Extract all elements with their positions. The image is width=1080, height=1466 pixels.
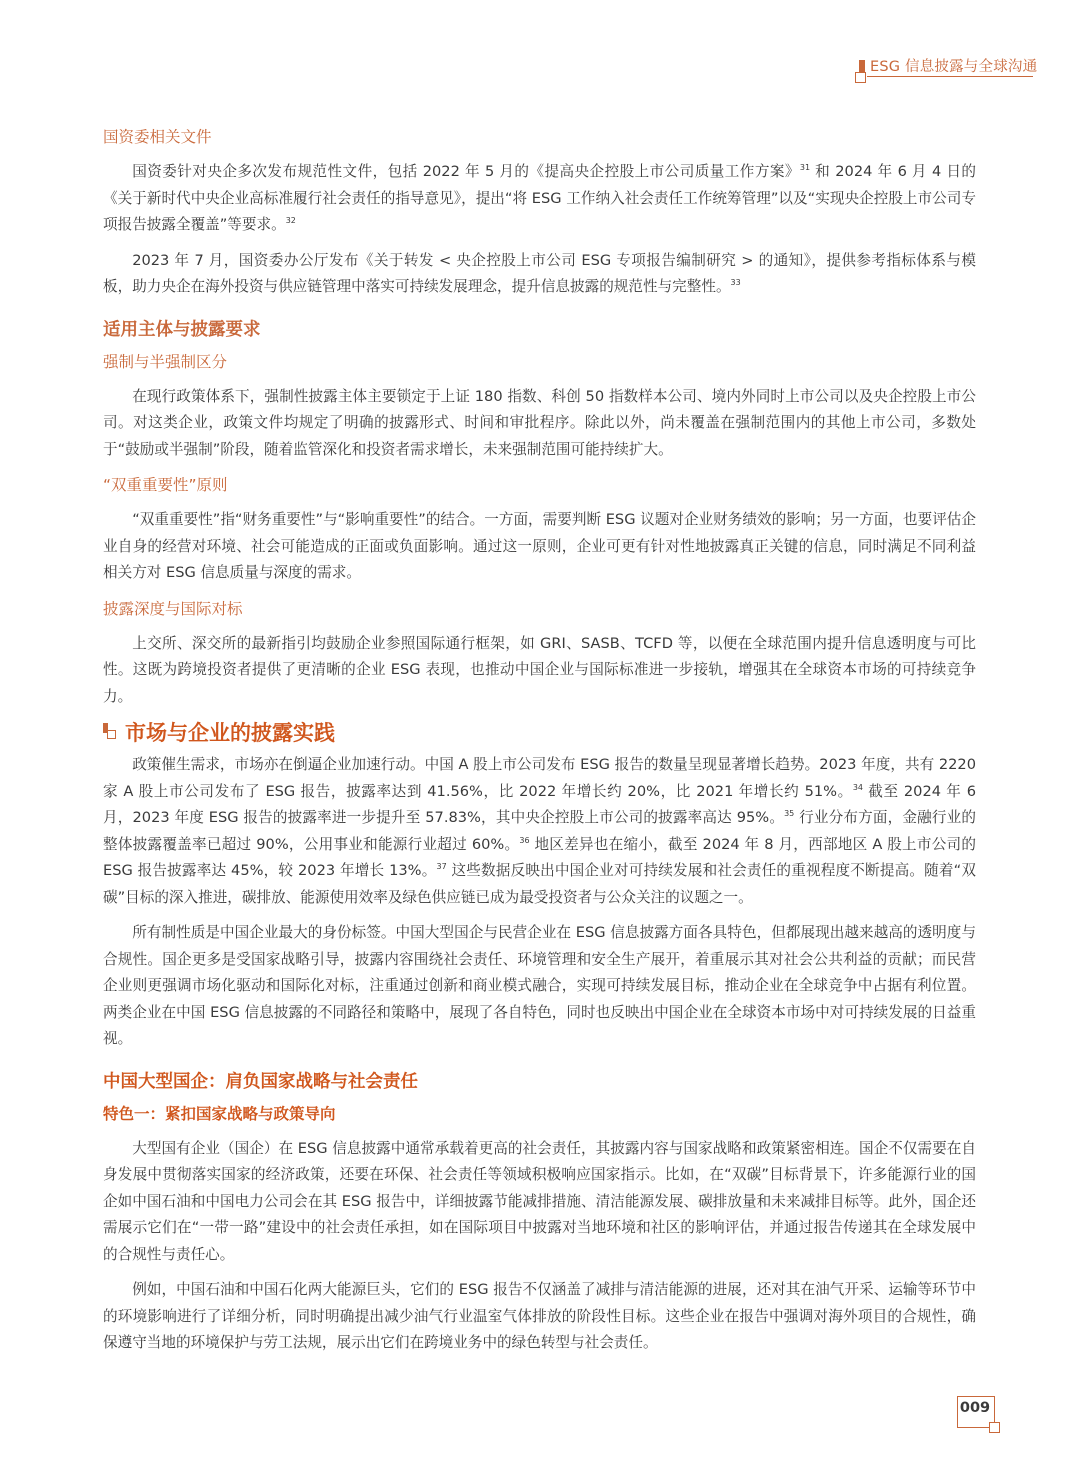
page-number-square-icon bbox=[989, 1422, 1000, 1433]
page-number-text: 009 bbox=[959, 1400, 991, 1416]
market-p1-text-a: 政策催生需求，市场亦在倒逼企业加速行动。中国 A 股上市公司发布 ESG 报告的数量呈现显著增长趋势。2023 年度，共有 2220 家 A 股上市公司发布了 ESG 报告，披露率达到 41.56%，比 2022 年增长约 20%，比 2021 年增长约 51%。 bbox=[103, 756, 976, 800]
market-p1-text-d: 地区差异也在缩小，截至 2024 年 8 月，西部地区 A 股上市公司的 ESG 报告披露率达 45%，较 2023 年增长 13%。 bbox=[103, 835, 976, 879]
page-number bbox=[957, 1396, 997, 1430]
market-heading bbox=[103, 716, 976, 750]
sasac-p1-text: 国资委针对央企多次发布规范性文件，包括 2022 年 5 月的《提高央企控股上市公司质量工作方案》 bbox=[132, 163, 800, 180]
footnote-ref: 36 bbox=[519, 835, 530, 845]
sasac-p1-text-b: 和 2024 年 6 月 4 日的《关于新时代中央企业高标准履行社会责任的指导意见》，提出“将 ESG 工作纳入社会责任工作统筹管理”以及“实现央企控股上市公司专项报告披露全覆盖”等要求。 bbox=[103, 163, 977, 233]
sasac-heading: 国资委相关文件 bbox=[103, 128, 212, 146]
materiality-paragraph: “双重重要性”指“财务重要性”与“影响重要性”的结合。一方面，需要判断 ESG 议题对企业财务绩效的影响；另一方面，也要评估企业自身的经营对环境、社会可能造成的正面或负面影响。通过这一原则，企业可更有针对性地披露真正关键的信息，同时满足不同利益相关方对 ESG 信息质量与深度的需求。 bbox=[103, 511, 976, 581]
header-marker-square-icon bbox=[855, 72, 866, 83]
mandatory-paragraph: 在现行政策体系下，强制性披露主体主要锁定于上证 180 指数、科创 50 指数样本公司、境内外同时上市公司以及央企控股上市公司。对这类企业，政策文件均规定了明确的披露形式、时间和审批程序。除此以外，尚未覆盖在强制范围内的其他上市公司，多数处于“鼓励或半强制”阶段，随着监管深化和投资者需求增长，未来强制范围可能持续扩大。 bbox=[103, 387, 976, 458]
market-paragraph-2: 所有制性质是中国企业最大的身份标签。中国大型国企与民营企业在 ESG 信息披露方面各具特色，但都展现出越来越高的透明度与合规性。国企更多是受国家战略引导，披露内容围绕社会责任、环境管理和安全生产展开，着重展示其对社会公共利益的贡献；而民营企业则更强调市场化驱动和国际化对标，注重通过创新和商业模式融合，实现可持续发展目标，推动企业在全球竞争中占据有利位置。两类企业在中国 ESG 信息披露的不同路径和策略中，展现了各自特色，同时也反映出中国企业在全球资本市场中对可持续发展的日益重视。 bbox=[103, 924, 976, 1047]
soe-paragraph-2: 例如，中国石油和中国石化两大能源巨头，它们的 ESG 报告不仅涵盖了减排与清洁能源的进展，还对其在油气开采、运输等环节中的环境影响进行了详细分析，同时明确提出减少油气行业温室气体排放的阶段性目标。这些企业在报告中强调对海外项目的合规性，确保遵守当地的环境保护与劳工法规，展示出它们在跨境业务中的绿色转型与社会责任。 bbox=[103, 1281, 976, 1351]
header-rule bbox=[867, 76, 1033, 77]
section-marker-square-icon bbox=[107, 730, 116, 739]
feature1-heading: 特色一：紧扣国家战略与政策导向 bbox=[103, 1104, 336, 1123]
soe-heading: 中国大型国企：肩负国家战略与社会责任 bbox=[103, 1071, 418, 1092]
sasac-p2-text: 2023 年 7 月，国资委办公厅发布《关于转发 < 央企控股上市公司 ESG 专项报告编制研究 > 的通知》，提供参考指标体系与模板，助力央企在海外投资与供应链管理中落实可持续发展理念，提升信息披露的规范性与完整性。 bbox=[103, 251, 976, 295]
market-p1-text-b: 截至 2024 年 6 月，2023 年度 ESG 报告的披露率进一步提升至 57.83%，其中央企控股上市公司的披露率高达 95%。 bbox=[103, 782, 976, 826]
header-title: ESG 信息披露与全球沟通 bbox=[870, 59, 1038, 75]
page-body bbox=[103, 124, 976, 1357]
soe-paragraph-1: 大型国有企业（国企）在 ESG 信息披露中通常承载着更高的社会责任，其披露内容与国家战略和政策紧密相连。国企不仅需要在自身发展中贯彻落实国家的经济政策，还要在环保、社会责任等领域积极响应国家指示。比如，在“双碳”目标背景下，许多能源行业的国企如中国石油和中国电力公司会在其 ESG 报告中，详细披露节能减排措施、清洁能源发展、碳排放量和未来减排目标等。此外，国企还需展示它们在“一带一路”建设中的社会责任承担，如在国际项目中披露对当地环境和社区的影响评估，并通过报告传递其在全球发展中的合规性与责任心。 bbox=[103, 1139, 976, 1263]
market-p1-text-e: 这些数据反映出中国企业对可持续发展和社会责任的重视程度不断提高。随着“双碳”目标的深入推进，碳排放、能源使用效率及绿色供应链已成为最受投资者与公众关注的议题之一。 bbox=[103, 862, 976, 906]
market-heading-text: 市场与企业的披露实践 bbox=[125, 721, 335, 745]
mandatory-heading: 强制与半强制区分 bbox=[103, 352, 228, 371]
footnote-ref: 33 bbox=[730, 278, 741, 288]
scope-heading: 适用主体与披露要求 bbox=[103, 319, 261, 340]
depth-heading: 披露深度与国际对标 bbox=[103, 599, 243, 618]
footnote-ref: 34 bbox=[852, 782, 864, 792]
sasac-paragraph-1 bbox=[103, 159, 976, 239]
market-p1-text-c: 行业分布方面，金融行业的整体披露覆盖率已超过 90%，公用事业和能源行业超过 60%。 bbox=[103, 809, 977, 853]
footnote-ref: 37 bbox=[436, 862, 447, 872]
market-paragraph-1 bbox=[103, 752, 976, 911]
footnote-ref: 32 bbox=[285, 216, 296, 226]
footnote-ref: 35 bbox=[784, 809, 795, 819]
sasac-paragraph-2 bbox=[103, 248, 976, 301]
running-header bbox=[855, 54, 1038, 84]
materiality-heading: “双重重要性”原则 bbox=[103, 476, 228, 494]
footnote-ref: 31 bbox=[799, 163, 811, 173]
depth-paragraph: 上交所、深交所的最新指引均鼓励企业参照国际通行框架，如 GRI、SASB、TCFD 等，以便在全球范围内提升信息透明度与可比性。这既为跨境投资者提供了更清晰的企业 ESG 表现，也推动中国企业与国际标准进一步接轨，增强其在全球资本市场的可持续竞争力。 bbox=[103, 634, 976, 705]
